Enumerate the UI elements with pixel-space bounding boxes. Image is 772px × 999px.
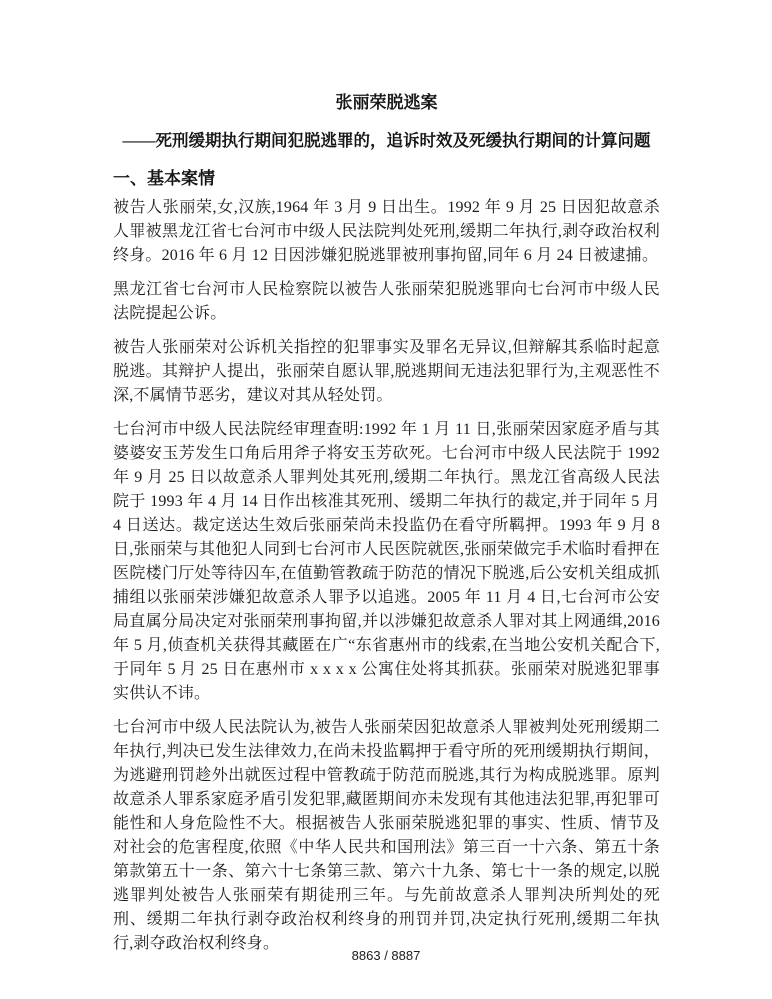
section-heading-basic-facts: 一、基本案情 [113,169,215,188]
paragraph-court-findings: 七台河市中级人民法院经审理查明:1992 年 1 月 11 日,张丽荣因家庭矛盾与其婆婆安玉芳发生口角后用斧子将安玉芳砍死。七台河市中级人民法院于 1992 年 9 月 25 日以故意杀人罪判处其死刑,缓期二年执行。黑龙江省高级人民法院于 1993 年 4 月 14 日作出核准其死刑、缓期二年执行的裁定,并于同年 5 月 4 日送达。裁定送达生效后张丽荣尚未投监仍在看守所羁押。1993 年 9 月 8 日,张丽荣与其他犯人同到七台河市人民医院就医,张丽荣做完手术临时看押在医院楼门厅处等待囚车,在值勤管教疏于防范的情况下脱逃,后公安机关组成抓捕组以张丽荣涉嫌犯故意杀人罪予以追逃。2005 年 11 月 4 日,七台河市公安局直属分局决定对张丽荣刑事拘留,并以涉嫌犯故意杀人罪对其上网通缉,2016 年 5 月,侦查机关获得其藏匿在广“东省惠州市的线索,在当地公安机关配合下,于同年 5 月 25 日在惠州市 x x x x 公寓住处将其抓获。张丽荣对脱逃犯罪事实供认不讳。 [113,421,660,702]
document-title: 张丽荣脱逃案 [335,93,438,112]
document-content [113,92,660,966]
document-subtitle: ——死刑缓期执行期间犯脱逃罪的，追诉时效及死缓执行期间的计算问题 [122,131,651,150]
paragraph-prosecution: 黑龙江省七台河市人民检察院以被告人张丽荣犯脱逃罪向七台河市中级人民法院提起公诉。 [113,281,660,322]
paragraph-defendant-info: 被告人张丽荣,女,汉族,1964 年 3 月 9 日出生。1992 年 9 月 25 日因犯故意杀人罪被黑龙江省七台河市中级人民法院判处死刑,缓期二年执行,剥夺政治权利终身。2016 年 6 月 12 日因涉嫌犯脱逃罪被刑事拘留,同年 6 月 24 日被逮捕。 [113,199,660,264]
paragraph-court-ruling: 七台河市中级人民法院认为,被告人张丽荣因犯故意杀人罪被判处死刑缓期二年执行,判决已发生法律效力,在尚未投监羁押于看守所的死刑缓期执行期间，为逃避刑罚趁外出就医过程中管教疏于防范而脱逃,其行为构成脱逃罪。原判故意杀人罪系家庭矛盾引发犯罪,藏匿期间亦未发现有其他违法犯罪,再犯罪可能性和人身危险性不大。根据被告人张丽荣脱逃犯罪的事实、性质、情节及对社会的危害程度,依照《中华人民共和国刑法》第三百一十六条、第五十条第款第五十一条、第六十七条第三款、第六十九条、第七十一条的规定,以脱逃罪判处被告人张丽荣有期徒刑三年。与先前故意杀人罪判决所判处的死刑、缓期二年执行剥夺政治权利终身的刑罚并罚,决定执行死刑,缓期二年执行,剥夺政治权利终身。 [113,719,660,952]
paragraph-defense-opinion: 被告人张丽荣对公诉机关指控的犯罪事实及罪名无异议,但辩解其系临时起意脱逃。其辩护人提出，张丽荣自愿认罪,脱逃期间无违法犯罪行为,主观恶性不深,不属情节恶劣，建议对其从轻处罚。 [113,339,660,404]
page-number: 8863 / 8887 [351,948,421,963]
